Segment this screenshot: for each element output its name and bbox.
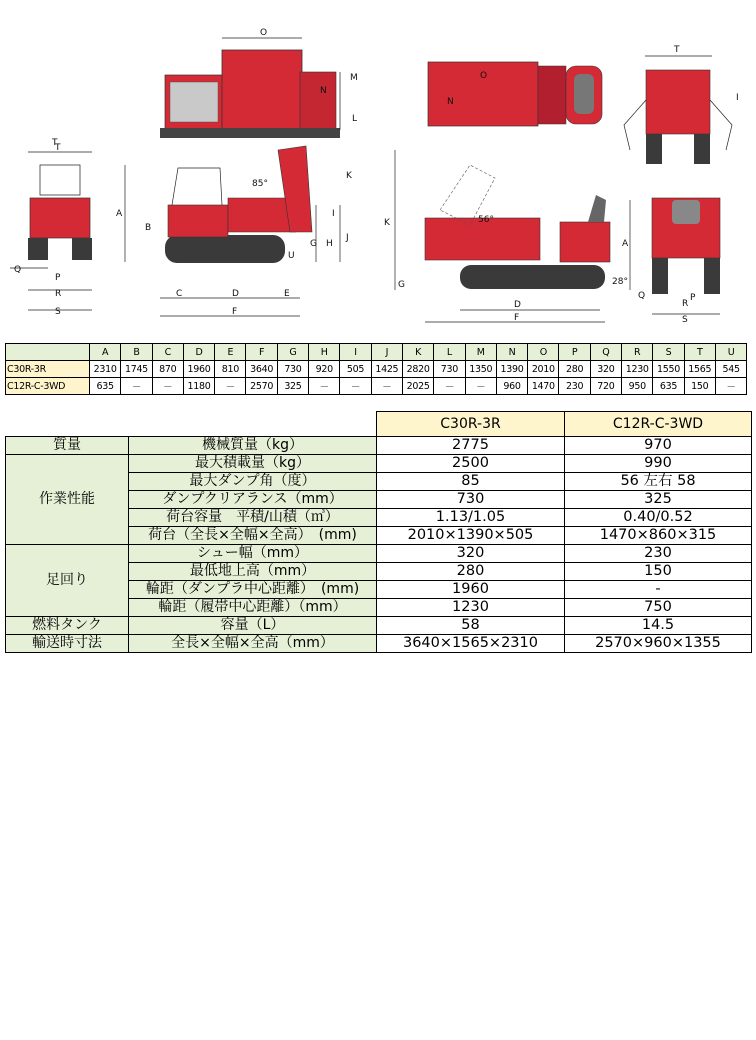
spec-table-row	[6, 635, 752, 653]
dim-value-cell: 325	[277, 378, 308, 395]
spec-value: 280	[377, 563, 565, 581]
dim-column-header: T	[684, 344, 715, 361]
dim-value-cell: 730	[434, 361, 465, 378]
spec-model-header: C12R-C-3WD	[565, 412, 752, 437]
dim-value-cell: 545	[715, 361, 746, 378]
dim-value-cell: 2820	[402, 361, 433, 378]
label-o-c12: O	[480, 71, 488, 81]
spec-value: 990	[565, 455, 752, 473]
label-a-c12: A	[622, 239, 629, 249]
spec-header-blank	[6, 412, 377, 437]
dim-column-header: J	[371, 344, 402, 361]
label-i-c12: I	[736, 93, 739, 103]
dim-value-cell: 730	[277, 361, 308, 378]
dim-value-cell: －	[465, 378, 496, 395]
spec-category: 質量	[6, 437, 129, 455]
spec-value: 750	[565, 599, 752, 617]
spec-value: 1230	[377, 599, 565, 617]
spec-item: 輪距（ダンプラ中心距離） (mm)	[129, 581, 377, 599]
spec-value: 320	[377, 545, 565, 563]
spec-category: 輸送時寸法	[6, 635, 129, 653]
dim-value-cell: 635	[653, 378, 684, 395]
label-u: U	[288, 251, 295, 261]
spec-category: 燃料タンク	[6, 617, 129, 635]
label-p-c12: P	[690, 293, 696, 303]
dim-column-header: B	[121, 344, 152, 361]
dim-value-cell: 960	[496, 378, 527, 395]
dim-value-cell: 1565	[684, 361, 715, 378]
label-i: I	[332, 209, 335, 219]
spec-value: 3640×1565×2310	[377, 635, 565, 653]
spec-value: -	[565, 581, 752, 599]
spec-value: 56 左右 58	[565, 473, 752, 491]
dim-column-header: M	[465, 344, 496, 361]
spec-value: 325	[565, 491, 752, 509]
dim-column-header: Q	[590, 344, 621, 361]
label-j: J	[346, 233, 349, 243]
spec-table-row	[6, 545, 752, 563]
c30r-top-view	[160, 38, 340, 138]
dim-column-header: I	[340, 344, 371, 361]
dim-value-cell: －	[371, 378, 402, 395]
spec-value: 2570×960×1355	[565, 635, 752, 653]
spec-value: 0.40/0.52	[565, 509, 752, 527]
label-dump-angle-c12: 56°	[478, 215, 494, 225]
dim-table-row	[6, 361, 747, 378]
dim-column-header: C	[152, 344, 183, 361]
label-r: R	[55, 289, 62, 299]
spec-value: 85	[377, 473, 565, 491]
dim-value-cell: 2025	[402, 378, 433, 395]
spec-item: 機械質量（kg）	[129, 437, 377, 455]
label-n: N	[320, 86, 327, 96]
dim-value-cell: 635	[90, 378, 121, 395]
dim-value-cell: 505	[340, 361, 371, 378]
dim-value-cell: 2310	[90, 361, 121, 378]
spec-item: 容量（L）	[129, 617, 377, 635]
dim-value-cell: 950	[622, 378, 653, 395]
dim-model-name: C12R-C-3WD	[6, 378, 90, 395]
spec-table-row	[6, 617, 752, 635]
dim-value-cell: －	[121, 378, 152, 395]
spec-item: 最大ダンプ角（度）	[129, 473, 377, 491]
spec-category: 足回り	[6, 545, 129, 617]
label-slope-angle-c12: 28°	[612, 277, 628, 287]
c12r-side-view	[395, 150, 630, 322]
dim-value-cell: 1350	[465, 361, 496, 378]
spec-value: 58	[377, 617, 565, 635]
dim-column-header: O	[528, 344, 559, 361]
spec-item: 輪距（履帯中心距離）（mm）	[129, 599, 377, 617]
dim-value-cell: 920	[309, 361, 340, 378]
label-c: C	[176, 289, 183, 299]
spec-value: 2500	[377, 455, 565, 473]
label-k: K	[346, 171, 352, 181]
spec-item: 全長×全幅×全高（mm）	[129, 635, 377, 653]
spec-category: 作業性能	[6, 455, 129, 545]
label-g: G	[310, 239, 317, 249]
label-k-c12: K	[384, 218, 390, 228]
label-m: M	[350, 73, 358, 83]
dim-value-cell: －	[340, 378, 371, 395]
spec-item: ダンプクリアランス（mm）	[129, 491, 377, 509]
dim-value-cell: 320	[590, 361, 621, 378]
label-o: O	[260, 28, 268, 38]
dim-column-header: N	[496, 344, 527, 361]
spec-value: 150	[565, 563, 752, 581]
label-s-c12: S	[682, 315, 688, 325]
dim-value-cell: 870	[152, 361, 183, 378]
spec-value: 730	[377, 491, 565, 509]
label-p: P	[55, 273, 61, 283]
spec-header-row	[6, 412, 752, 437]
label-f-c12: F	[514, 313, 520, 323]
dim-value-cell: 1470	[528, 378, 559, 395]
dim-header-corner	[6, 344, 90, 361]
dim-value-cell: 1745	[121, 361, 152, 378]
dim-column-header: L	[434, 344, 465, 361]
dim-value-cell: －	[309, 378, 340, 395]
dim-value-cell: －	[434, 378, 465, 395]
dim-column-header: A	[90, 344, 121, 361]
c12r-top-view	[428, 62, 602, 126]
dimension-table	[5, 343, 747, 395]
dim-column-header: F	[246, 344, 277, 361]
dim-value-cell: 1425	[371, 361, 402, 378]
label-d-c12: D	[514, 300, 521, 310]
spec-item: シュー幅（mm）	[129, 545, 377, 563]
spec-model-header: C30R-3R	[377, 412, 565, 437]
label-r-c12: R	[682, 299, 689, 309]
dimension-drawings	[0, 0, 756, 335]
label-q: Q	[14, 265, 22, 275]
label-t-c12: T	[674, 45, 680, 55]
dim-table-row	[6, 378, 747, 395]
dim-value-cell: －	[215, 378, 246, 395]
dim-column-header: K	[402, 344, 433, 361]
spec-value: 1470×860×315	[565, 527, 752, 545]
label-l: L	[352, 114, 358, 124]
spec-table-row	[6, 437, 752, 455]
dim-value-cell: 150	[684, 378, 715, 395]
spec-item: 最大積載量（kg）	[129, 455, 377, 473]
dim-column-header: H	[309, 344, 340, 361]
dim-header-row	[6, 344, 747, 361]
dim-column-header: P	[559, 344, 590, 361]
dim-column-header: E	[215, 344, 246, 361]
dim-model-name: C30R-3R	[6, 361, 90, 378]
spec-table	[5, 411, 752, 653]
label-h: H	[326, 239, 333, 249]
spec-item: 最低地上高（mm）	[129, 563, 377, 581]
dim-column-header: S	[653, 344, 684, 361]
spec-value: 230	[565, 545, 752, 563]
dim-value-cell: 280	[559, 361, 590, 378]
dimension-drawing-svg	[0, 0, 756, 335]
dim-value-cell: 2010	[528, 361, 559, 378]
dim-value-cell: 3640	[246, 361, 277, 378]
dim-value-cell: －	[152, 378, 183, 395]
label-d: D	[232, 289, 239, 299]
dim-value-cell: 1390	[496, 361, 527, 378]
dim-value-cell: －	[715, 378, 746, 395]
spec-value: 1.13/1.05	[377, 509, 565, 527]
c12r-rear-view	[652, 198, 720, 314]
dim-value-cell: 1180	[183, 378, 214, 395]
label-b: B	[145, 223, 152, 233]
spec-value: 2775	[377, 437, 565, 455]
label-g-c12: G	[398, 280, 405, 290]
dim-value-cell: 2570	[246, 378, 277, 395]
spec-item: 荷台（全長×全幅×全高） (mm)	[129, 527, 377, 545]
label-t: T	[55, 143, 61, 153]
label-f: F	[232, 307, 238, 317]
dim-column-header: R	[622, 344, 653, 361]
spec-item: 荷台容量 平積/山積（㎥）	[129, 509, 377, 527]
spec-value: 1960	[377, 581, 565, 599]
dim-value-cell: 1960	[183, 361, 214, 378]
dim-value-cell: 230	[559, 378, 590, 395]
spec-table-row	[6, 455, 752, 473]
dim-column-header: D	[183, 344, 214, 361]
dim-value-cell: 1230	[622, 361, 653, 378]
spec-value: 14.5	[565, 617, 752, 635]
label-n-c12: N	[447, 97, 454, 107]
spec-value: 970	[565, 437, 752, 455]
dim-column-header: G	[277, 344, 308, 361]
c12r-front-view-top	[624, 56, 732, 164]
dim-value-cell: 720	[590, 378, 621, 395]
dim-column-header: U	[715, 344, 746, 361]
c30r-front-view	[10, 152, 92, 310]
label-q-c12: Q	[638, 291, 646, 301]
dim-value-cell: 1550	[653, 361, 684, 378]
label-t-2: T	[52, 138, 58, 148]
label-a: A	[116, 209, 123, 219]
label-e: E	[284, 289, 290, 299]
label-dump-angle: 85°	[252, 179, 268, 189]
spec-value: 2010×1390×505	[377, 527, 565, 545]
label-s: S	[55, 307, 61, 317]
dim-value-cell: 810	[215, 361, 246, 378]
